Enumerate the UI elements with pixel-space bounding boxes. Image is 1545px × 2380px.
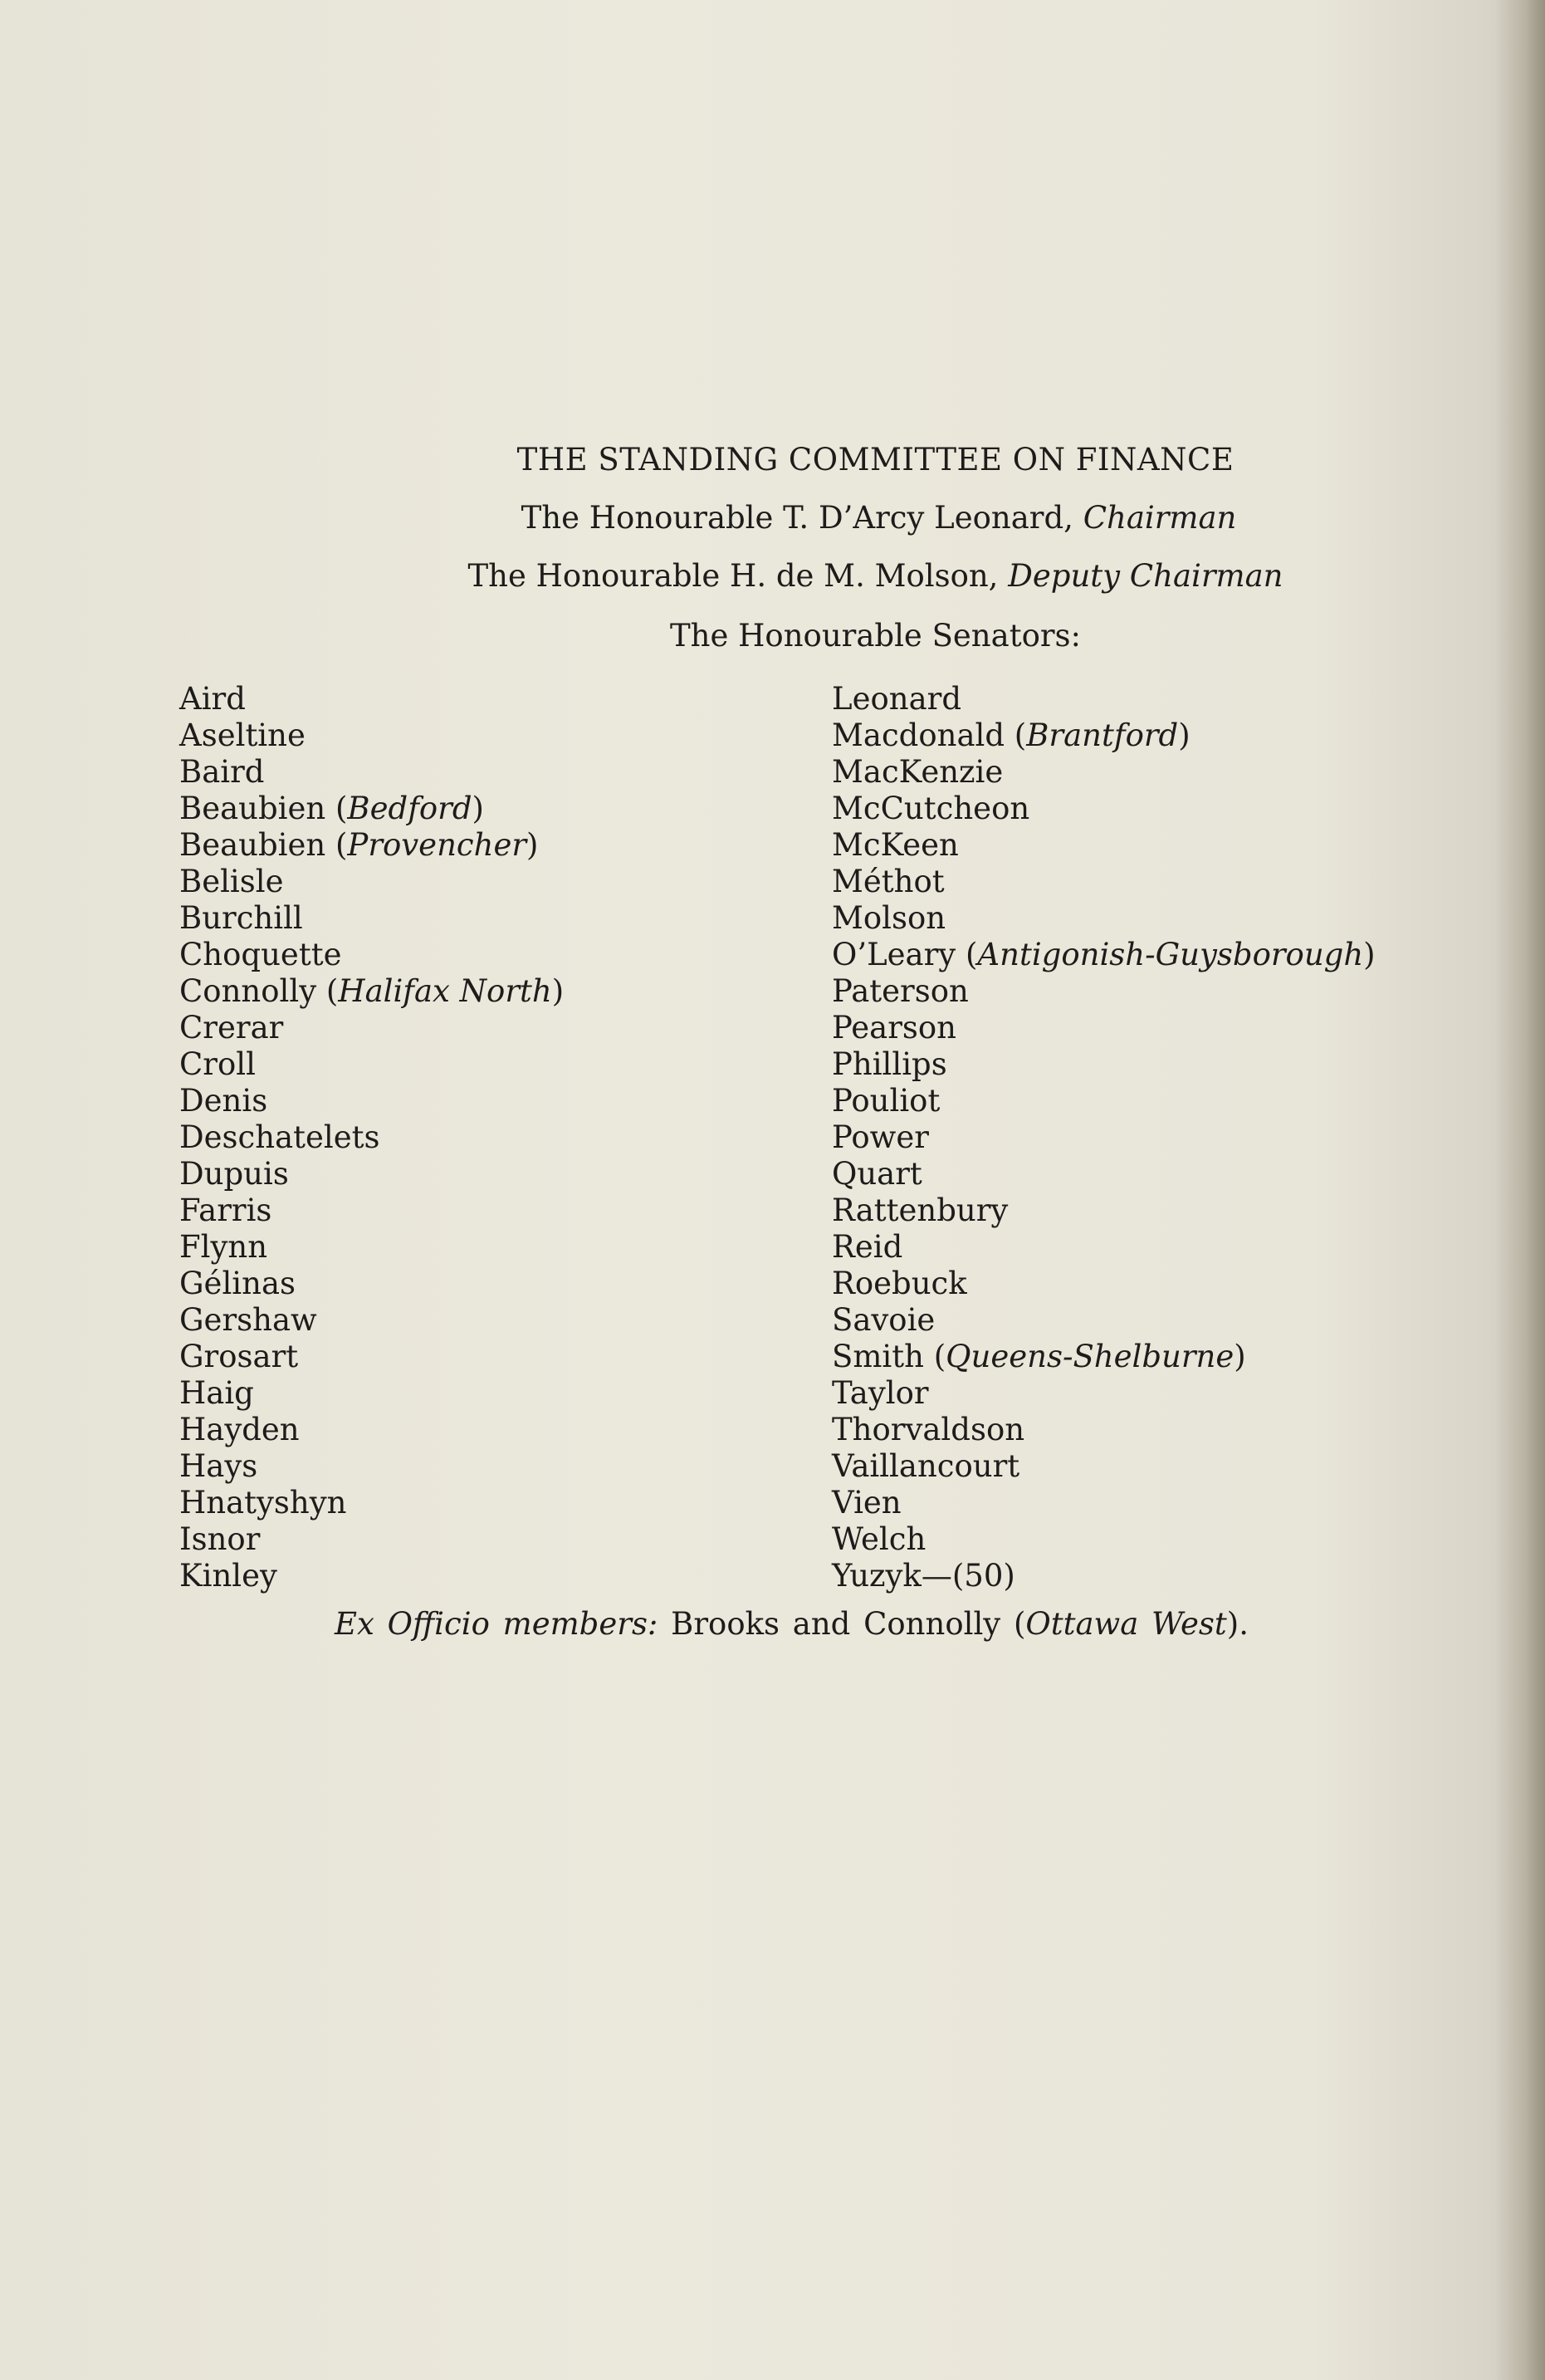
- senator-name: Vien: [832, 1485, 902, 1521]
- senator-entry: [179, 937, 564, 973]
- senator-name: Burchill: [179, 900, 303, 936]
- senator-name: Connolly: [179, 973, 326, 1009]
- senator-name: Power: [832, 1119, 929, 1155]
- senator-entry: [179, 1010, 564, 1046]
- senator-name: Savoie: [832, 1302, 936, 1338]
- senator-name: Smith: [832, 1339, 934, 1374]
- ex-officio-end: .: [1239, 1606, 1249, 1642]
- senators-list-left: [179, 681, 564, 1594]
- senator-name: Pouliot: [832, 1083, 941, 1119]
- senator-name: Macdonald: [832, 717, 1015, 753]
- senator-name: Denis: [179, 1083, 268, 1119]
- senator-name: Paterson: [832, 973, 969, 1009]
- senator-entry: [832, 1558, 1376, 1594]
- senator-name: Choquette: [179, 937, 342, 972]
- senator-entry: Beaubien (Provencher): [179, 827, 539, 863]
- senators-list-right: [832, 681, 1376, 1594]
- committee-title: THE STANDING COMMITTEE ON FINANCE: [516, 442, 1235, 477]
- deputy-chairman-line: [103, 558, 1545, 594]
- senator-entry: [832, 1046, 1376, 1083]
- book-spine-shadow: [1495, 0, 1545, 2380]
- senator-name: Quart: [832, 1156, 922, 1192]
- senator-entry: [179, 1192, 564, 1229]
- senator-name: Yuzyk—(50): [832, 1558, 1015, 1594]
- senator-entry: [179, 1339, 564, 1375]
- senator-name: Gélinas: [179, 1266, 296, 1301]
- senator-name: Molson: [832, 900, 946, 936]
- senator-entry: [832, 1083, 1376, 1119]
- senator-riding: Queens-Shelburne: [946, 1339, 1235, 1374]
- senator-entry: [832, 900, 1376, 937]
- senator-name: Belisle: [179, 864, 284, 899]
- senator-entry: O’Leary (Antigonish-Guysborough): [832, 937, 1376, 972]
- senator-name: Haig: [179, 1375, 254, 1411]
- senator-name: Welch: [832, 1521, 927, 1557]
- senator-entry: [832, 1485, 1376, 1521]
- senator-name: Aseltine: [179, 717, 306, 753]
- chairman-line: [106, 500, 1545, 536]
- senator-entry: [832, 1448, 1376, 1485]
- senator-entry: [832, 1521, 1376, 1558]
- senator-name: Hays: [179, 1448, 258, 1484]
- senator-riding: Brantford: [1026, 717, 1179, 753]
- senator-entry: [832, 754, 1376, 791]
- senator-entry: [179, 1558, 564, 1594]
- senator-entry: [832, 827, 1376, 864]
- senator-entry: [832, 1412, 1376, 1448]
- senator-entry: [179, 864, 564, 900]
- senator-name: McCutcheon: [832, 791, 1030, 826]
- senator-name: Thorvaldson: [832, 1412, 1025, 1447]
- senator-name: Roebuck: [832, 1266, 967, 1301]
- senator-entry: [832, 1192, 1376, 1229]
- senator-name: Reid: [832, 1229, 903, 1265]
- ex-officio-line: Ex Officio members: Brooks and Connolly (Ottawa West).: [335, 1606, 1249, 1642]
- senator-name: Aird: [179, 681, 246, 717]
- senator-entry: [832, 864, 1376, 900]
- senator-entry: [179, 681, 564, 717]
- senator-entry: [832, 681, 1376, 717]
- senator-riding: Bedford: [347, 791, 472, 826]
- senator-name: Rattenbury: [832, 1192, 1009, 1228]
- senator-name: O’Leary: [832, 937, 966, 972]
- senator-name: Beaubien: [179, 791, 335, 826]
- ex-officio-label: Ex Officio members:: [335, 1606, 658, 1642]
- senator-name: Gershaw: [179, 1302, 317, 1338]
- senator-name: Farris: [179, 1192, 272, 1228]
- ex-officio-members: Brooks and Connolly: [658, 1606, 1014, 1642]
- senator-name: Grosart: [179, 1339, 299, 1374]
- senator-entry: [832, 791, 1376, 827]
- senator-entry: [832, 1119, 1376, 1156]
- senator-entry: [832, 1266, 1376, 1302]
- senator-entry: [179, 1119, 564, 1156]
- senator-entry: Connolly (Halifax North): [179, 973, 565, 1009]
- senator-entry: Macdonald (Brantford): [832, 717, 1191, 753]
- senator-riding: Provencher: [347, 827, 527, 863]
- deputy-chairman-name: The Honourable H. de M. Molson,: [467, 558, 1009, 594]
- senator-name: Pearson: [832, 1010, 956, 1046]
- senator-riding: Antigonish-Guysborough: [977, 937, 1364, 972]
- senator-riding: Halifax North: [338, 973, 552, 1009]
- ex-officio-riding: Ottawa West: [1025, 1606, 1227, 1642]
- chairman-name: The Honourable T. D’Arcy Leonard,: [521, 500, 1083, 536]
- senator-name: Crerar: [179, 1010, 284, 1046]
- senator-name: Hnatyshyn: [179, 1485, 347, 1521]
- senator-entry: [179, 1046, 564, 1083]
- senator-entry: [832, 1302, 1376, 1339]
- senator-entry: [179, 1485, 564, 1521]
- senator-name: Vaillancourt: [832, 1448, 1020, 1484]
- senator-name: Baird: [179, 754, 265, 790]
- senator-name: Isnor: [179, 1521, 261, 1557]
- senator-name: Leonard: [832, 681, 962, 717]
- senator-name: McKeen: [832, 827, 959, 863]
- senator-entry: [179, 1521, 564, 1558]
- senator-name: Flynn: [179, 1229, 268, 1265]
- senator-entry: [179, 1448, 564, 1485]
- senator-entry: [179, 717, 564, 754]
- senator-entry: [179, 1412, 564, 1448]
- senator-entry: [832, 1375, 1376, 1412]
- senator-name: Kinley: [179, 1558, 277, 1594]
- senator-entry: [179, 754, 564, 791]
- senator-name: Dupuis: [179, 1156, 289, 1192]
- senator-entry: [179, 1302, 564, 1339]
- senator-entry: Smith (Queens-Shelburne): [832, 1339, 1246, 1374]
- senator-name: Hayden: [179, 1412, 300, 1447]
- senator-name: Deschatelets: [179, 1119, 380, 1155]
- senator-entry: [832, 973, 1376, 1010]
- chairman-role: Chairman: [1083, 500, 1237, 536]
- senator-name: Beaubien: [179, 827, 335, 863]
- senator-entry: [179, 1156, 564, 1192]
- senator-name: Taylor: [832, 1375, 929, 1411]
- senator-entry: [179, 900, 564, 937]
- senator-name: MacKenzie: [832, 754, 1004, 790]
- senator-entry: [179, 1266, 564, 1302]
- senator-entry: [179, 1375, 564, 1412]
- senator-name: Méthot: [832, 864, 945, 899]
- senator-entry: [832, 1156, 1376, 1192]
- senator-entry: [832, 1229, 1376, 1266]
- senator-name: Croll: [179, 1046, 256, 1082]
- senator-entry: [179, 1083, 564, 1119]
- senator-entry: Beaubien (Bedford): [179, 791, 484, 826]
- senator-name: Phillips: [832, 1046, 947, 1082]
- senator-entry: [832, 1010, 1376, 1046]
- deputy-chairman-role: Deputy Chairman: [1008, 558, 1283, 594]
- senators-label: The Honourable Senators:: [670, 618, 1081, 654]
- senator-entry: [179, 1229, 564, 1266]
